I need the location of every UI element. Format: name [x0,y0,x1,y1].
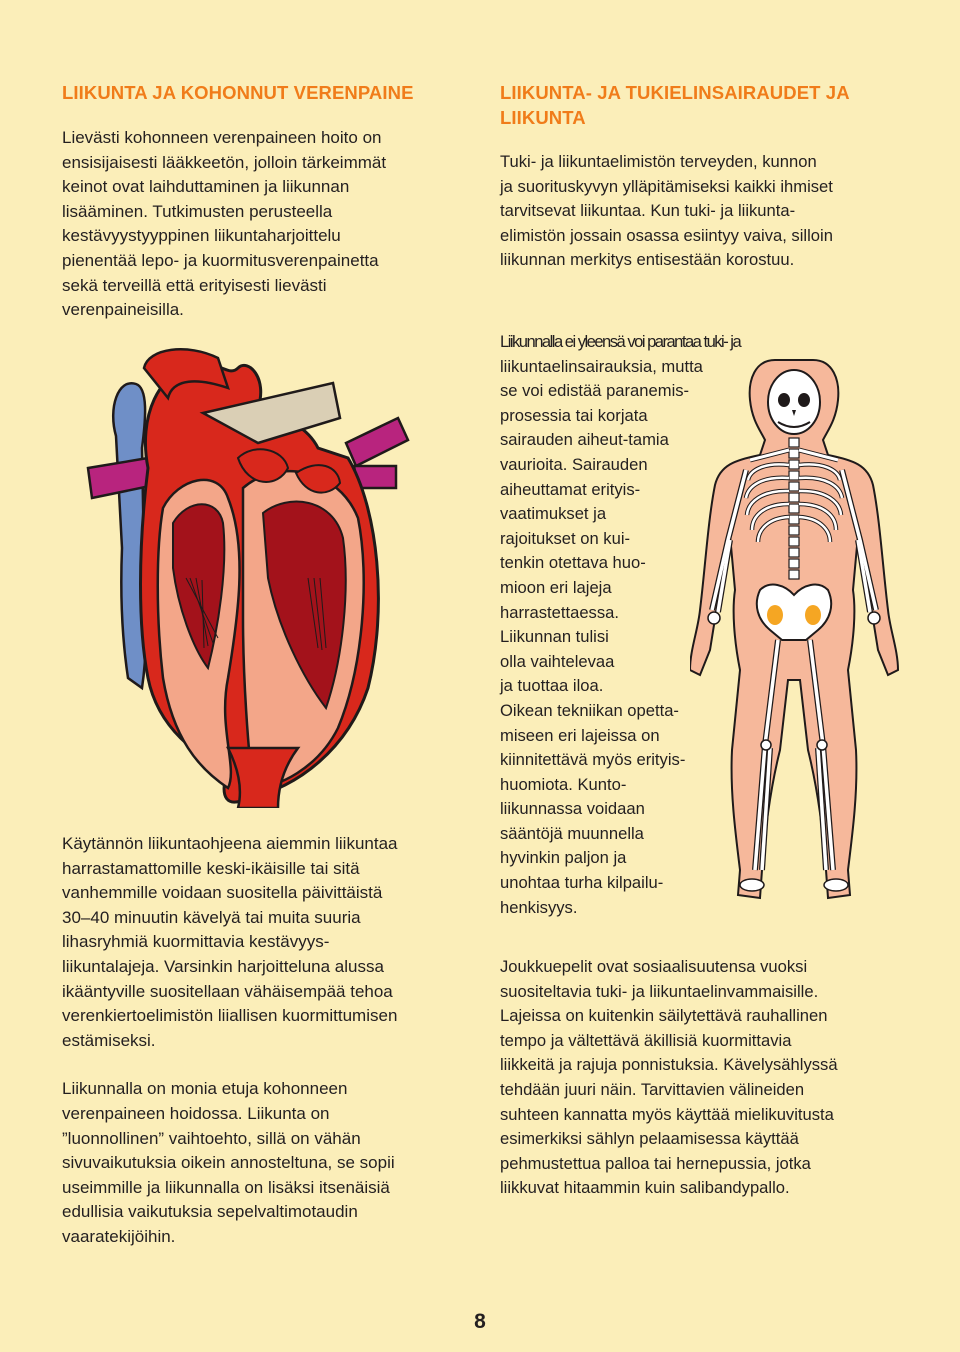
text-line: 30–40 minuutin kävelyä tai muita suuria [62,907,361,927]
skeleton-illustration [690,350,900,910]
text-line: tarvitsevat liikuntaa. Kun tuki- ja liikunta- [500,201,796,221]
text-line: sairauden aiheut-tamia [500,430,669,450]
right-paragraph-3 [500,955,888,1201]
text-line: ikääntyville suositellaan vähäisempää tehoa [62,981,393,1001]
right-column [500,80,888,273]
text-line: liikunnan merkitys entisestään korostuu. [500,250,795,270]
text-line: vaurioita. Sairauden [500,454,648,474]
text-line: lisääminen. Tutkimusten perusteella [62,201,333,221]
text-line: edullisia vaikutuksia sepelvaltimotaudin [62,1202,358,1222]
text-line: tehdään juuri näin. Tarvittavien välineiden [500,1079,805,1099]
left-lower-text [62,832,451,1250]
text-line: sekä terveillä että erityisesti lievästi [62,275,327,295]
text-line: Lievästi kohonneen verenpaineen hoito on [62,128,382,147]
text-line: huomiota. Kunto- [500,774,627,794]
text-line: tempo ja vältettävä äkillisiä kuormittavia [500,1030,792,1050]
text-line: elimistön jossain osassa esiintyy vaiva, silloin [500,225,833,245]
text-line: liikuntalajeja. Varsinkin harjoitteluna alussa [62,956,384,976]
text-line: aiheuttamat erityis- [500,479,641,499]
text-line: olla vaihtelevaa [500,651,615,671]
text-line: vanhemmille voidaan suositella päivittäistä [62,883,383,903]
text-line: se voi edistää paranemis- [500,381,690,401]
text-line: Liikunnalla ei yleensä voi parantaa tuki- ja [500,332,741,351]
text-line: Oikean tekniikan opetta- [500,700,679,720]
page-number: 8 [474,1310,486,1333]
text-line: lihasryhmiä kuormittavia kestävyys- [62,932,330,952]
heart-illustration [78,348,460,808]
left-heading: LIIKUNTA JA KOHONNUT VERENPAINE [62,82,414,103]
text-line: liikuntaelinsairauksia, mutta [500,356,703,376]
text-line: ”luonnollinen” vaihtoehto, sillä on vähän [62,1128,361,1148]
text-line: pienentää lepo- ja kuormitusverenpainetta [62,250,379,270]
text-line: pehmustettua palloa tai hernepussia, jotka [500,1153,811,1173]
text-line: vaatimukset ja [500,504,607,524]
text-line: useimmille ja liikunnalla on lisäksi itsenäisiä [62,1177,390,1197]
text-line: harrastettaessa. [500,602,619,622]
right-lower-text [500,955,888,1201]
text-line: henkisyys. [500,897,578,917]
text-line: Lajeissa on kuitenkin säilytettävä rauhallinen [500,1006,828,1026]
left-paragraph-1 [62,126,451,323]
text-line: keinot ovat laihduttaminen ja liikunnan [62,177,350,197]
text-line: estämiseksi. [62,1030,156,1050]
text-line: kiinnitettävä myös erityis- [500,750,686,770]
text-line: kestävyystyyppinen liikuntaharjoittelu [62,226,341,246]
left-column [62,80,451,323]
text-line: rajoitukset on kui- [500,528,631,548]
text-line: tenkin otettava huo- [500,553,646,573]
left-paragraph-2 [62,832,451,1053]
text-line: suhteen kannatta myös käyttää mielikuvitusta [500,1104,834,1124]
text-line: suositeltavia tuki- ja liikuntaelinvammaisille. [500,981,819,1001]
text-line: liikunnassa voidaan [500,799,645,819]
text-line: ensisijaisesti lääkkeetön, jolloin tärkeimmät [62,152,387,172]
text-line: sääntöjä muunnella [500,823,644,843]
text-line: liikkeitä ja rajuja ponnistuksia. Kävelysählyssä [500,1055,838,1075]
text-line: Tuki- ja liikuntaelimistön terveyden, kunnon [500,152,817,171]
text-line: verenkiertoelimistön liiallisen kuormittumisen [62,1006,398,1026]
text-line: Käytännön liikuntaohjeena aiemmin liikuntaa [62,834,398,853]
text-line: harrastamattomille keski-ikäisille tai sitä [62,858,360,878]
text-line: sivuvaikutuksia oikein annosteltuna, se sopii [62,1153,395,1173]
text-line: ja suorituskyvyn ylläpitämiseksi kaikki ihmiset [500,176,833,196]
text-line: hyvinkin paljon ja [500,848,627,868]
text-line: Liikunnalla on monia etuja kohonneen [62,1079,348,1099]
text-line: esimerkiksi sählyn pelaamisessa käyttää [500,1129,799,1149]
text-line: vaaratekijöihin. [62,1226,176,1246]
text-line: miseen eri lajeissa on [500,725,660,745]
right-heading: LIIKUNTA- JA TUKIELINSAIRAUDET JA LIIKUNTA [500,82,850,128]
text-line: prosessia tai korjata [500,405,648,425]
left-paragraph-3 [62,1077,451,1249]
text-line: Liikunnan tulisi [500,627,609,647]
text-line: liikkuvat hitaammin kuin salibandypallo. [500,1178,790,1198]
text-line: verenpaineen hoidossa. Liikunta on [62,1103,330,1123]
text-line: ja tuottaa iloa. [500,676,604,696]
text-line: verenpaineisilla. [62,300,184,320]
text-line: Joukkuepelit ovat sosiaalisuutensa vuoksi [500,957,808,976]
text-line: mioon eri lajeja [500,577,612,597]
right-paragraph-1 [500,150,888,273]
text-line: unohtaa turha kilpailu- [500,873,664,893]
